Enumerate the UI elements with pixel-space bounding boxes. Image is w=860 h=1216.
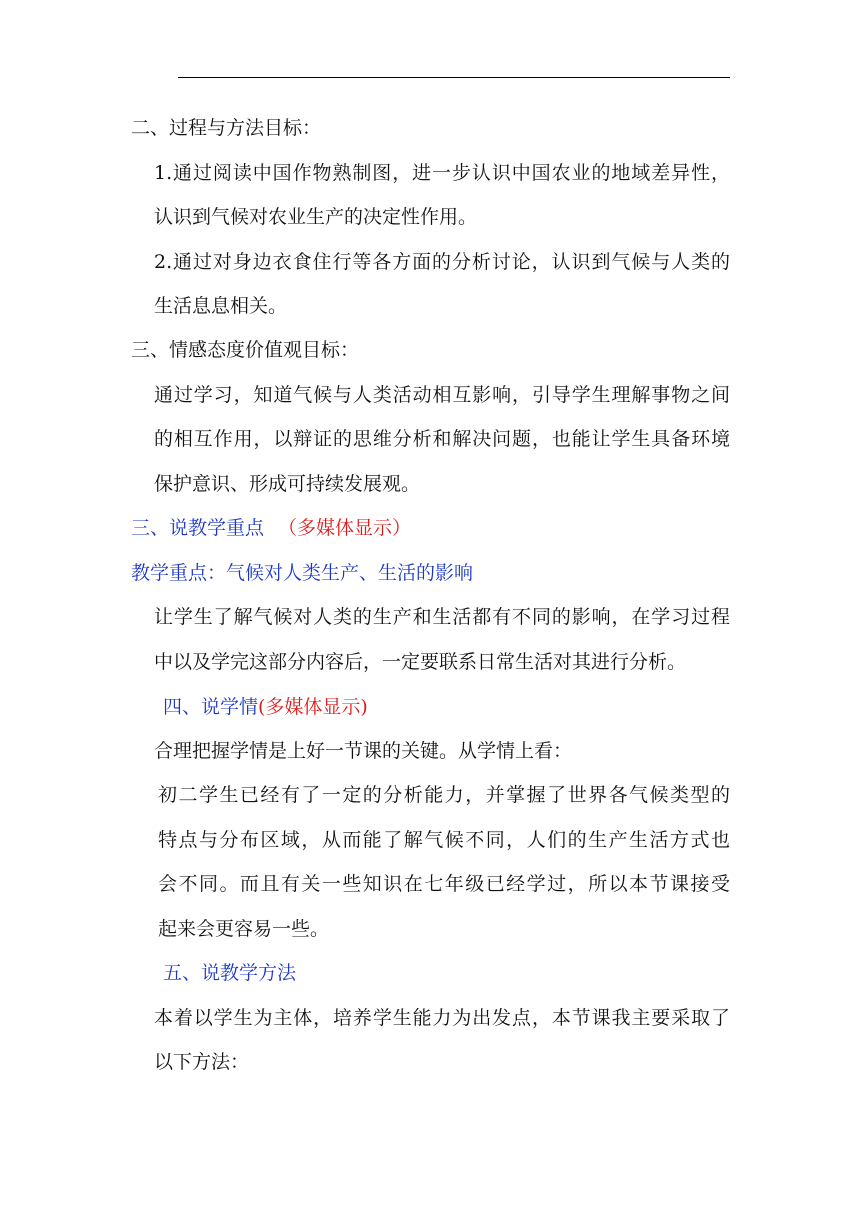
process-item-2-line-2: 生活息息相关。 — [154, 295, 288, 317]
process-item-1-line-2: 认识到气候对农业生产的决定性作用。 — [154, 206, 478, 228]
teaching-method-line-2: 以下方法： — [154, 1051, 250, 1073]
student-analysis-heading-text: 四、说学情 — [163, 696, 259, 718]
section-heading-teaching-focus — [131, 515, 411, 541]
section-heading-process-method: 二、过程与方法目标： — [131, 117, 322, 139]
teaching-method-line-1: 本着以学生为主体，培养学生能力为出发点，本节课我主要采取了 — [154, 1007, 730, 1029]
student-analysis-intro: 合理把握学情是上好一节课的关键。从学情上看： — [154, 740, 573, 762]
section-heading-student-analysis — [163, 694, 368, 720]
student-analysis-line-2: 特点与分布区域，从而能了解气候不同，人们的生产生活方式也 — [158, 829, 730, 851]
process-item-1-line-1: 1.通过阅读中国作物熟制图，进一步认识中国农业的地域差异性， — [154, 162, 730, 184]
teaching-focus-multimedia-note: （多媒体显示） — [278, 517, 412, 539]
student-analysis-line-3: 会不同。而且有关一些知识在七年级已经学过，所以本节课接受 — [158, 873, 730, 895]
emotion-line-1: 通过学习，知道气候与人类活动相互影响，引导学生理解事物之间 — [154, 384, 730, 406]
header-rule — [178, 77, 730, 78]
emotion-line-3: 保护意识、形成可持续发展观。 — [154, 473, 421, 495]
process-item-2-line-1: 2.通过对身边衣食住行等各方面的分析讨论，认识到气候与人类的 — [154, 251, 730, 273]
teaching-focus-line-2: 中以及学完这部分内容后，一定要联系日常生活对其进行分析。 — [154, 651, 687, 673]
student-analysis-multimedia-note: (多媒体显示) — [258, 696, 368, 718]
teaching-focus-heading-text: 三、说教学重点 — [131, 517, 265, 539]
teaching-focus-statement: 教学重点：气候对人类生产、生活的影响 — [131, 562, 474, 584]
student-analysis-line-4: 起来会更容易一些。 — [158, 918, 330, 940]
emotion-line-2: 的相互作用，以辩证的思维分析和解决问题，也能让学生具备环境 — [154, 428, 730, 450]
section-heading-teaching-method: 五、说教学方法 — [163, 962, 297, 984]
section-heading-emotion-values: 三、情感态度价值观目标： — [131, 339, 360, 361]
teaching-focus-line-1: 让学生了解气候对人类的生产和生活都有不同的影响，在学习过程 — [154, 606, 730, 628]
student-analysis-line-1: 初二学生已经有了一定的分析能力，并掌握了世界各气候类型的 — [158, 784, 730, 806]
